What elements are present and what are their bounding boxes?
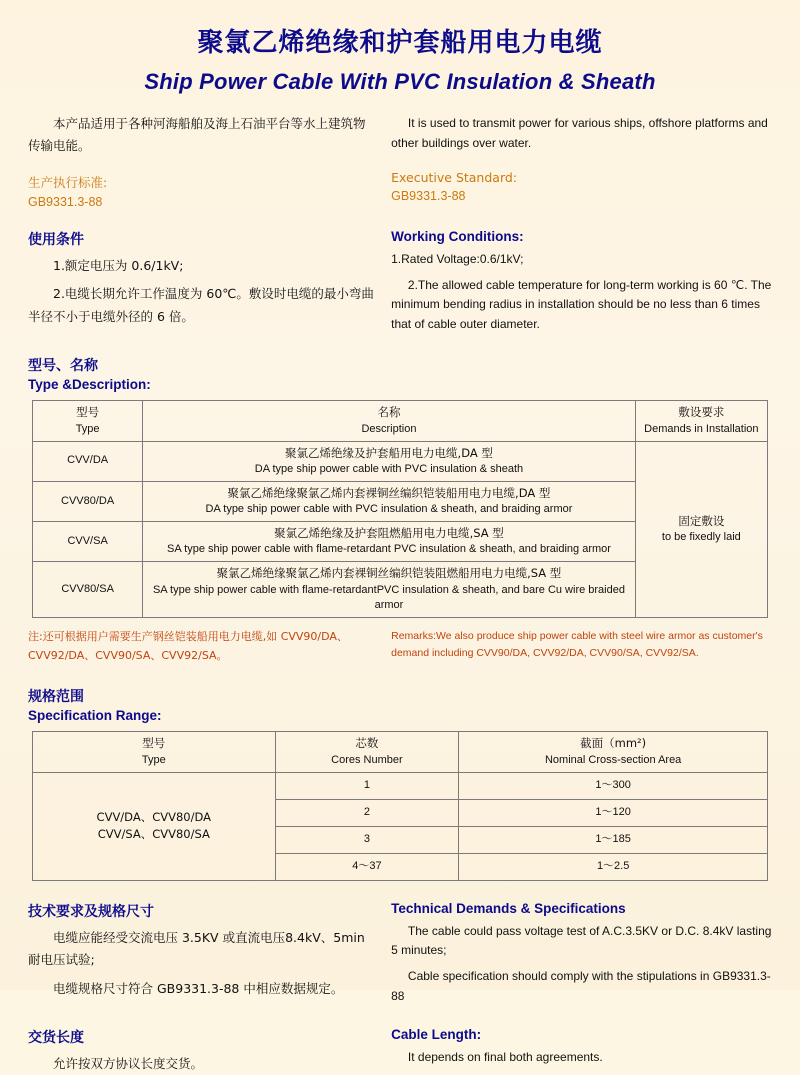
spec-col-header-type-cn: 型号 (142, 735, 166, 750)
title-block (0, 0, 800, 95)
cable-length-head-cn: 交货长度 (28, 1029, 84, 1046)
intro-text-cn: 本产品适用于各种河海船舶及海上石油平台等水上建筑物传输电能。 (28, 116, 366, 153)
spec-cell-cores (275, 826, 459, 853)
spec-col-header-area-en: Nominal Cross-section Area (544, 754, 682, 766)
type-desc-en: SA type ship power cable with flame-retardant PVC insulation & sheath, and braiding armor (167, 543, 611, 556)
spec-cell-area (459, 772, 768, 799)
technical-head-en: Technical Demands & Specifications (391, 900, 626, 916)
intro-cn-column (28, 113, 385, 209)
intro-section (28, 113, 772, 209)
type-table-header-row (33, 400, 768, 441)
spec-area-value: 1～120 (595, 805, 631, 818)
spec-cell-area (459, 853, 768, 880)
specification-section (28, 686, 772, 881)
working-conditions-head-cn: 使用条件 (28, 231, 84, 248)
intro-text-en: It is used to transmit power for various ships, offshore platforms and other buildings over water. (391, 116, 768, 151)
remarks-en: Remarks:We also produce ship power cable with steel wire armor as customer's demand including CVV90/DA, CVV92/DA, CVV90/SA, CVV92/SA. (391, 630, 763, 660)
working-conditions-en-line2: 2.The allowed cable temperature for long-term working is 60 ℃. The minimum bending radius in installation should be no less than 6 times that of cable outer diameter. (391, 277, 772, 332)
type-col-header-type-en: Type (75, 423, 100, 436)
standard-value-en: GB9331.3-88 (391, 188, 466, 203)
type-section (28, 355, 772, 666)
spec-cores-value: 3 (363, 832, 370, 845)
spec-cores-value: 1 (363, 778, 370, 791)
page-title-cn: 聚氯乙烯绝缘和护套船用电力电缆 (197, 28, 603, 58)
table-row (33, 772, 768, 799)
working-conditions-cn-line2: 2.电缆长期允许工作温度为 60℃。敷设时电缆的最小弯曲半径不小于电缆外径的 6 倍。 (28, 286, 374, 324)
technical-cn (28, 901, 385, 1007)
spec-cell-cores (275, 853, 459, 880)
remarks-row (28, 628, 772, 665)
spec-col-header-cores-cn: 芯数 (355, 735, 379, 750)
type-col-header-desc (143, 400, 635, 441)
type-value: CVV80/DA (61, 494, 115, 507)
spec-cell-cores (275, 799, 459, 826)
cable-length-en-text: It depends on final both agreements. (407, 1049, 603, 1064)
type-desc-cn: 聚氯乙烯绝缘及护套船用电力电缆,DA 型 (285, 445, 493, 460)
working-conditions-cn-line1: 1.额定电压为 0.6/1kV; (53, 257, 184, 273)
type-desc-cn: 聚氯乙烯绝缘聚氯乙烯内套裸铜丝编织铠装船用电力电缆,DA 型 (227, 485, 551, 500)
type-desc-cn: 聚氯乙烯绝缘聚氯乙烯内套裸铜丝编织铠装阻燃船用电力电缆,SA 型 (216, 566, 562, 581)
spec-col-header-cores-en: Cores Number (331, 754, 403, 766)
spec-head-en: Specification Range: (28, 707, 162, 723)
technical-en-line2: Cable specification should comply with the stipulations in GB9331.3-88 (391, 969, 771, 1003)
cable-length-head-en: Cable Length: (391, 1026, 482, 1042)
type-head-en: Type &Description: (28, 376, 151, 392)
spec-col-header-area-cn: 截面（mm²) (580, 735, 647, 750)
spec-cores-value: 2 (363, 805, 370, 818)
type-cell-type (33, 522, 143, 562)
type-cell-type (33, 562, 143, 618)
page-title-en: Ship Power Cable With PVC Insulation & Sheath (144, 69, 656, 94)
spec-head-cn: 规格范围 (28, 688, 84, 705)
working-conditions-cn (28, 229, 385, 335)
spec-col-header-area (459, 731, 768, 772)
type-cell-desc (143, 441, 635, 481)
type-col-header-demands-en: Demands in Installation (644, 423, 759, 436)
type-demands-cn: 固定敷设 (678, 513, 725, 528)
standard-label-cn: 生产执行标准: (28, 174, 108, 190)
spec-cell-cores (275, 772, 459, 799)
spec-table-wrapper (28, 731, 772, 881)
type-desc-cn: 聚氯乙烯绝缘及护套阻燃船用电力电缆,SA 型 (274, 526, 504, 541)
type-col-header-type (33, 400, 143, 441)
document-content (0, 113, 800, 1075)
type-col-header-demands-cn: 敷设要求 (678, 404, 725, 419)
technical-en (385, 901, 772, 1007)
cable-length-cn (28, 1027, 385, 1075)
working-conditions-en (385, 229, 772, 335)
type-cell-desc (143, 522, 635, 562)
spec-cell-types (33, 772, 276, 880)
technical-head-cn: 技术要求及规格尺寸 (28, 903, 154, 920)
type-col-header-demands (635, 400, 767, 441)
working-conditions-head-en: Working Conditions: (391, 228, 524, 244)
type-value: CVV/SA (67, 534, 108, 547)
type-table-wrapper (28, 400, 772, 618)
cable-length-cn-text: 允许按双方协议长度交货。 (53, 1055, 204, 1071)
standard-value-cn: GB9331.3-88 (28, 194, 103, 209)
type-desc-en: DA type ship power cable with PVC insulation & sheath (254, 462, 524, 475)
intro-en-column (385, 113, 772, 209)
spec-area-value: 1～2.5 (596, 859, 630, 872)
spec-table (32, 731, 768, 881)
cable-length-en (385, 1027, 772, 1075)
type-value: CVV/DA (67, 454, 109, 467)
spec-area-value: 1～300 (595, 778, 631, 791)
working-conditions-en-line1: 1.Rated Voltage:0.6/1kV; (391, 251, 524, 266)
type-head-cn: 型号、名称 (28, 357, 98, 374)
remarks-cn: 注:还可根据用户需要生产钢丝铠装船用电力电缆,如 CVV90/DA、CVV92/DA、CVV90/SA、CVV92/SA。 (28, 630, 348, 663)
type-col-header-type-cn: 型号 (76, 404, 100, 419)
cable-length-section (28, 1027, 772, 1075)
type-table (32, 400, 768, 618)
spec-col-header-type (33, 731, 276, 772)
spec-table-header-row (33, 731, 768, 772)
spec-col-header-cores (275, 731, 459, 772)
standard-label-en: Executive Standard: (391, 169, 518, 185)
type-desc-en: SA type ship power cable with flame-retardantPVC insulation & sheath, and bare Cu wire braided armor (152, 583, 625, 612)
technical-en-line1: The cable could pass voltage test of A.C.3.5KV or D.C. 8.4kV lasting 5 minutes; (391, 923, 772, 958)
type-cell-demands (635, 441, 767, 618)
type-value: CVV80/SA (61, 582, 114, 595)
type-desc-en: DA type ship power cable with PVC insulation & sheath, and braiding armor (205, 503, 573, 516)
spec-cell-area (459, 799, 768, 826)
spec-col-header-type-en: Type (141, 754, 166, 766)
technical-cn-line2: 电缆规格尺寸符合 GB9331.3-88 中相应数据规定。 (53, 980, 344, 996)
technical-section (28, 901, 772, 1007)
spec-area-value: 1～185 (595, 832, 631, 845)
technical-cn-line1: 电缆应能经受交流电压 3.5KV 或直流电压8.4kV、5min耐电压试验; (28, 929, 365, 967)
type-cell-desc (143, 562, 635, 618)
working-conditions-section (28, 229, 772, 335)
type-cell-desc (143, 481, 635, 521)
spec-cell-area (459, 826, 768, 853)
spec-cores-value: 4～37 (352, 859, 382, 872)
type-cell-type (33, 481, 143, 521)
spec-type-line-2: CVV/SA、CVV80/SA (97, 827, 210, 841)
type-col-header-desc-cn: 名称 (377, 404, 401, 419)
type-cell-type (33, 441, 143, 481)
spec-type-line-1: CVV/DA、CVV80/DA (96, 809, 211, 824)
table-row (33, 441, 768, 481)
type-demands-en: to be fixedly laid (661, 531, 741, 544)
type-col-header-desc-en: Description (361, 423, 417, 436)
